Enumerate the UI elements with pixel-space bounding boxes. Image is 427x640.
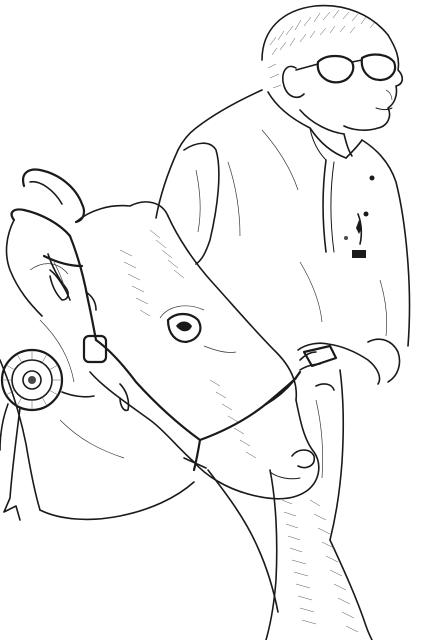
shirt-badge xyxy=(352,250,366,258)
rosette-ribbon xyxy=(0,350,94,520)
man-face xyxy=(283,35,403,156)
man-shirt xyxy=(156,90,410,346)
man-hand xyxy=(298,339,400,390)
man-collar xyxy=(268,92,362,160)
horse-bridle xyxy=(44,236,300,612)
horse-figure xyxy=(0,170,319,612)
horse-ears xyxy=(12,170,84,236)
man-lower xyxy=(266,370,372,640)
man-figure xyxy=(156,6,410,640)
